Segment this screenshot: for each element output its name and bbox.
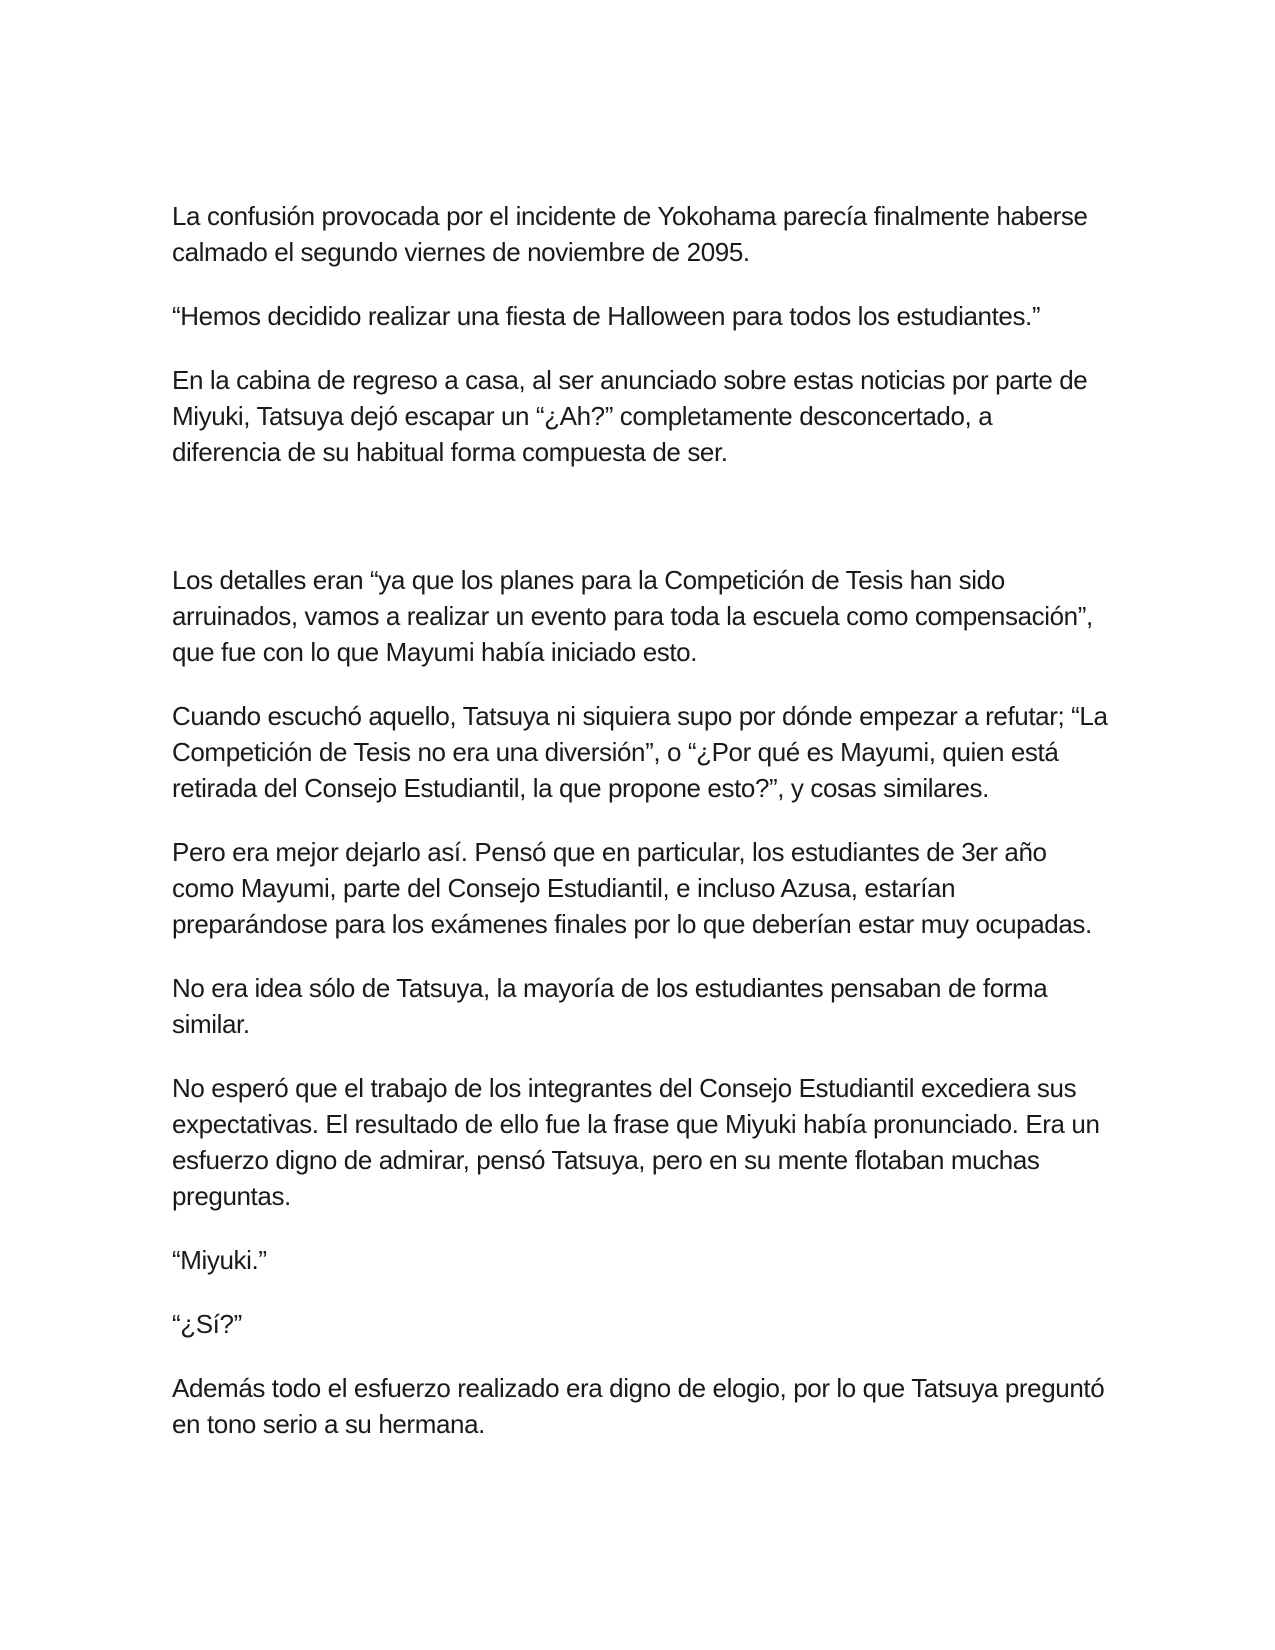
text-line: Cuando escuchó aquello, Tatsuya ni siquiera supo por dónde empezar a refutar; “La [172,701,1108,731]
paragraph [172,834,1102,942]
text-line: diferencia de su habitual forma compuesta de ser. [172,437,728,467]
text-line: Pero era mejor dejarlo así. Pensó que en particular, los estudiantes de 3er año [172,837,1047,867]
paragraph [172,298,1102,334]
paragraph [172,1306,1102,1342]
text-line: Los detalles eran “ya que los planes para la Competición de Tesis han sido [172,565,1005,595]
text-line: Competición de Tesis no era una diversión”, o “¿Por qué es Mayumi, quien está [172,737,1059,767]
paragraph [172,698,1108,806]
paragraph [172,970,1102,1042]
text-line: expectativas. El resultado de ello fue la frase que Miyuki había pronunciado. Era un [172,1109,1100,1139]
text-line: esfuerzo digno de admirar, pensó Tatsuya, pero en su mente flotaban muchas [172,1145,1040,1175]
paragraph [172,362,1102,470]
paragraph [172,198,1102,270]
text-line: No esperó que el trabajo de los integrantes del Consejo Estudiantil excediera sus [172,1073,1077,1103]
text-line: como Mayumi, parte del Consejo Estudiantil, e incluso Azusa, estarían [172,873,956,903]
text-line: calmado el segundo viernes de noviembre de 2095. [172,237,750,267]
paragraph [172,1370,1105,1442]
text-line: preguntas. [172,1181,291,1211]
text-line: similar. [172,1009,250,1039]
text-line: en tono serio a su hermana. [172,1409,485,1439]
paragraph [172,1242,1102,1278]
text-line: retirada del Consejo Estudiantil, la que propone esto?”, y cosas similares. [172,773,989,803]
blank-line [172,498,1102,534]
text-line: La confusión provocada por el incidente de Yokohama parecía finalmente haberse [172,201,1088,231]
text-line: “Hemos decidido realizar una fiesta de Halloween para todos los estudiantes.” [172,301,1041,331]
text-line: “Miyuki.” [172,1245,267,1275]
text-line: que fue con lo que Mayumi había iniciado esto. [172,637,698,667]
text-line: Miyuki, Tatsuya dejó escapar un “¿Ah?” completamente desconcertado, a [172,401,993,431]
scene-break [172,498,1102,534]
paragraph [172,562,1102,670]
paragraph [172,1070,1102,1214]
text-line: arruinados, vamos a realizar un evento para toda la escuela como compensación”, [172,601,1093,631]
text-line: En la cabina de regreso a casa, al ser anunciado sobre estas noticias por parte de [172,365,1088,395]
text-body [172,198,1108,1470]
text-line: No era idea sólo de Tatsuya, la mayoría de los estudiantes pensaban de forma [172,973,1048,1003]
text-line: Además todo el esfuerzo realizado era digno de elogio, por lo que Tatsuya preguntó [172,1373,1105,1403]
text-line: preparándose para los exámenes finales por lo que deberían estar muy ocupadas. [172,909,1092,939]
text-line: “¿Sí?” [172,1309,242,1339]
